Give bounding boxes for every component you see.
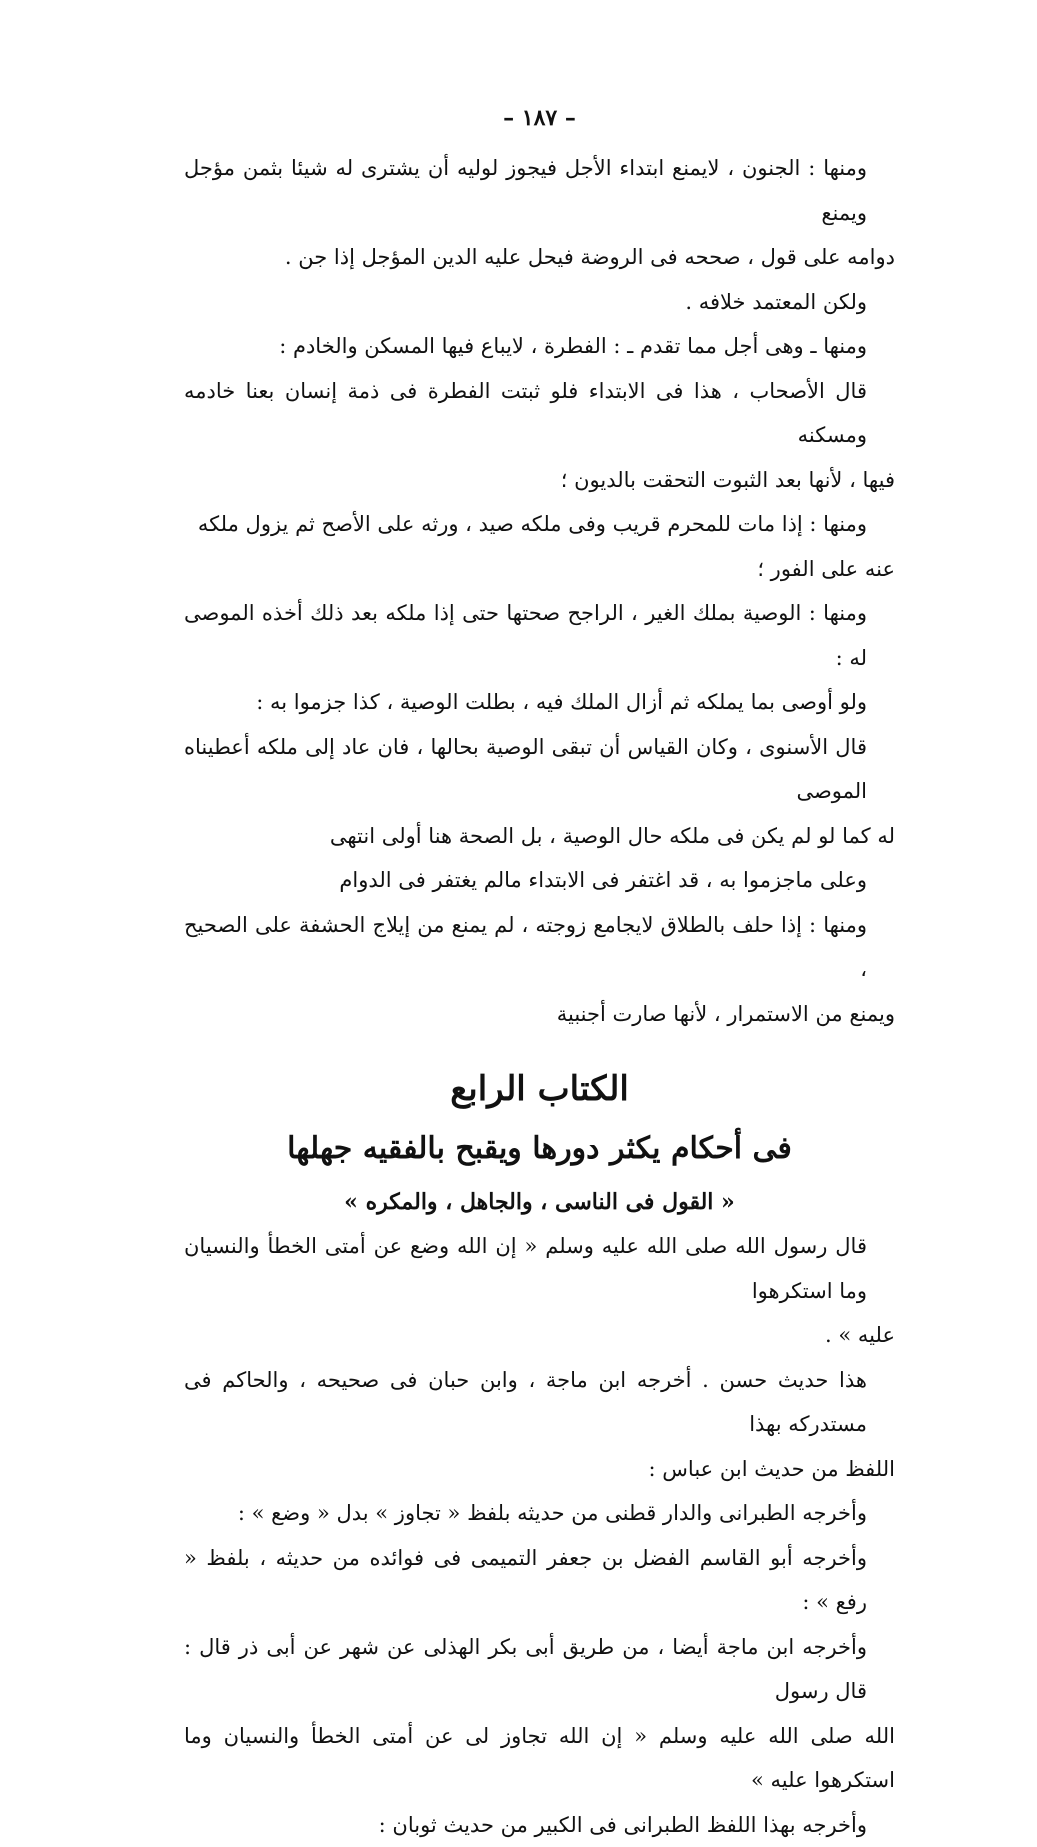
text-line: ومنها ـ وهى أجل مما تقدم ـ : الفطرة ، لايباع فيها المسكن والخادم :	[184, 324, 895, 369]
paragraph	[184, 1224, 895, 1358]
text-line: ومنها : إذا حلف بالطلاق لايجامع زوجته ، لم يمنع من إيلاج الحشفة على الصحيح ،	[184, 903, 895, 992]
text-line: فيها ، لأنها بعد الثبوت التحقت بالديون ؛	[184, 458, 895, 503]
text-line: وأخرجه الطبرانى والدار قطنى من حديثه بلفظ « تجاوز » بدل « وضع » :	[184, 1491, 895, 1536]
text-line: ولو أوصى بما يملكه ثم أزال الملك فيه ، بطلت الوصية ، كذا جزموا به :	[184, 680, 895, 725]
text-line: ولكن المعتمد خلافه .	[184, 280, 895, 325]
paragraph	[184, 680, 895, 725]
text-line: قال الأسنوى ، وكان القياس أن تبقى الوصية بحالها ، فان عاد إلى ملكه أعطيناه الموصى	[184, 725, 895, 814]
text-line: هذا حديث حسن . أخرجه ابن ماجة ، وابن حبان فى صحيحه ، والحاكم فى مستدركه بهذا	[184, 1358, 895, 1447]
text-line: دوامه على قول ، صححه فى الروضة فيحل عليه الدين المؤجل إذا جن .	[184, 235, 895, 280]
text-line: ويمنع من الاستمرار ، لأنها صارت أجنبية	[184, 992, 895, 1037]
paragraph	[184, 591, 895, 680]
paragraph	[184, 903, 895, 1037]
text-line: ومنها : إذا مات للمحرم قريب وفى ملكه صيد ، ورثه على الأصح ثم يزول ملكه	[184, 502, 895, 547]
text-line: له كما لو لم يكن فى ملكه حال الوصية ، بل الصحة هنا أولى انتهى	[184, 814, 895, 859]
chapter-subtitle: فى أحكام يكثر دورها ويقبح بالفقيه جهلها	[184, 1122, 895, 1176]
text-line: وأخرجه أبو القاسم الفضل بن جعفر التميمى فى فوائده من حديثه ، بلفظ « رفع » :	[184, 1536, 895, 1625]
paragraph	[184, 858, 895, 903]
section-heading: « القول فى الناسى ، والجاهل ، والمكره »	[184, 1180, 895, 1224]
text-line: الله صلى الله عليه وسلم « إن الله تجاوز لى عن أمتى الخطأ والنسيان وما استكرهوا عليه »	[184, 1714, 895, 1803]
paragraph	[184, 725, 895, 859]
text-line: ومنها : الوصية بملك الغير ، الراجح صحتها حتى إذا ملكه بعد ذلك أخذه الموصى له :	[184, 591, 895, 680]
body-text-after	[184, 1224, 895, 1847]
paragraph	[184, 502, 895, 591]
text-line: عنه على الفور ؛	[184, 547, 895, 592]
paragraph	[184, 1536, 895, 1625]
paragraph	[184, 280, 895, 325]
paragraph	[184, 1491, 895, 1536]
paragraph	[184, 1358, 895, 1492]
paragraph	[184, 146, 895, 280]
text-line: ومنها : الجنون ، لايمنع ابتداء الأجل فيجوز لوليه أن يشترى له شيئا بثمن مؤجل ويمنع	[184, 146, 895, 235]
text-line: عليه » .	[184, 1313, 895, 1358]
paragraph	[184, 324, 895, 369]
page-number: – ١٨٧ –	[184, 98, 895, 138]
paragraph	[184, 369, 895, 503]
chapter-heading: الكتاب الرابع	[184, 1060, 895, 1118]
text-line: قال رسول الله صلى الله عليه وسلم « إن الله وضع عن أمتى الخطأ والنسيان وما استكرهوا	[184, 1224, 895, 1313]
text-line: قال الأصحاب ، هذا فى الابتداء فلو ثبتت الفطرة فى ذمة إنسان بعنا خادمه ومسكنه	[184, 369, 895, 458]
text-line: وأخرجه بهذا اللفظ الطبرانى فى الكبير من حديث ثوبان :	[184, 1803, 895, 1847]
text-line: وأخرجه ابن ماجة أيضا ، من طريق أبى بكر الهذلى عن شهر عن أبى ذر قال : قال رسول	[184, 1625, 895, 1714]
body-text-before	[184, 146, 895, 1036]
paragraph	[184, 1625, 895, 1803]
paragraph	[184, 1803, 895, 1847]
text-line: اللفظ من حديث ابن عباس :	[184, 1447, 895, 1492]
text-line: وعلى ماجزموا به ، قد اغتفر فى الابتداء مالم يغتفر فى الدوام	[184, 858, 895, 903]
